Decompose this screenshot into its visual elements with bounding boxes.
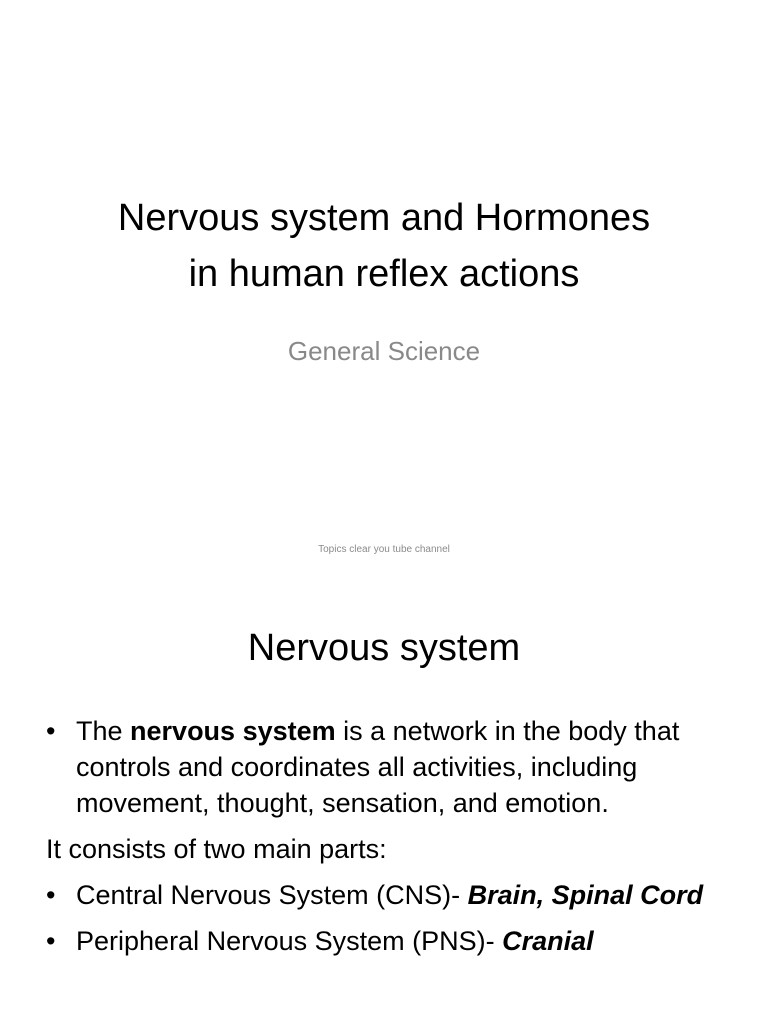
bullet-icon: • — [46, 880, 56, 910]
bullet-pns — [46, 923, 736, 959]
slide-title-line-2: in human reflex actions — [188, 253, 580, 295]
consists-line: It consists of two main parts: — [46, 834, 387, 864]
bullet-intro — [46, 713, 736, 821]
slide-subtitle: General Science — [287, 336, 481, 366]
content-slide — [0, 576, 768, 1024]
cns-emphasis: Brain, Spinal Cord — [467, 880, 704, 910]
intro-suffix: is a network in the body that controls and coordinates all activities, including movement, thought, sensation, and emotion. — [76, 716, 680, 818]
intro-prefix: The — [76, 716, 131, 746]
cns-text: Central Nervous System (CNS)- — [76, 880, 468, 910]
bullet-cns — [46, 877, 736, 913]
slide-heading: Nervous system — [247, 627, 521, 669]
intro-bold-term: nervous system — [130, 716, 336, 746]
slide-title-line-1: Nervous system and Hormones — [117, 197, 651, 239]
pns-text: Peripheral Nervous System (PNS)- — [76, 926, 503, 956]
bullet-icon: • — [46, 926, 56, 956]
bullet-icon: • — [46, 716, 56, 746]
pns-emphasis: Cranial — [502, 926, 594, 956]
slide-body — [46, 713, 736, 969]
slide-title — [40, 190, 728, 302]
slide-footer: Topics clear you tube channel — [318, 544, 450, 555]
